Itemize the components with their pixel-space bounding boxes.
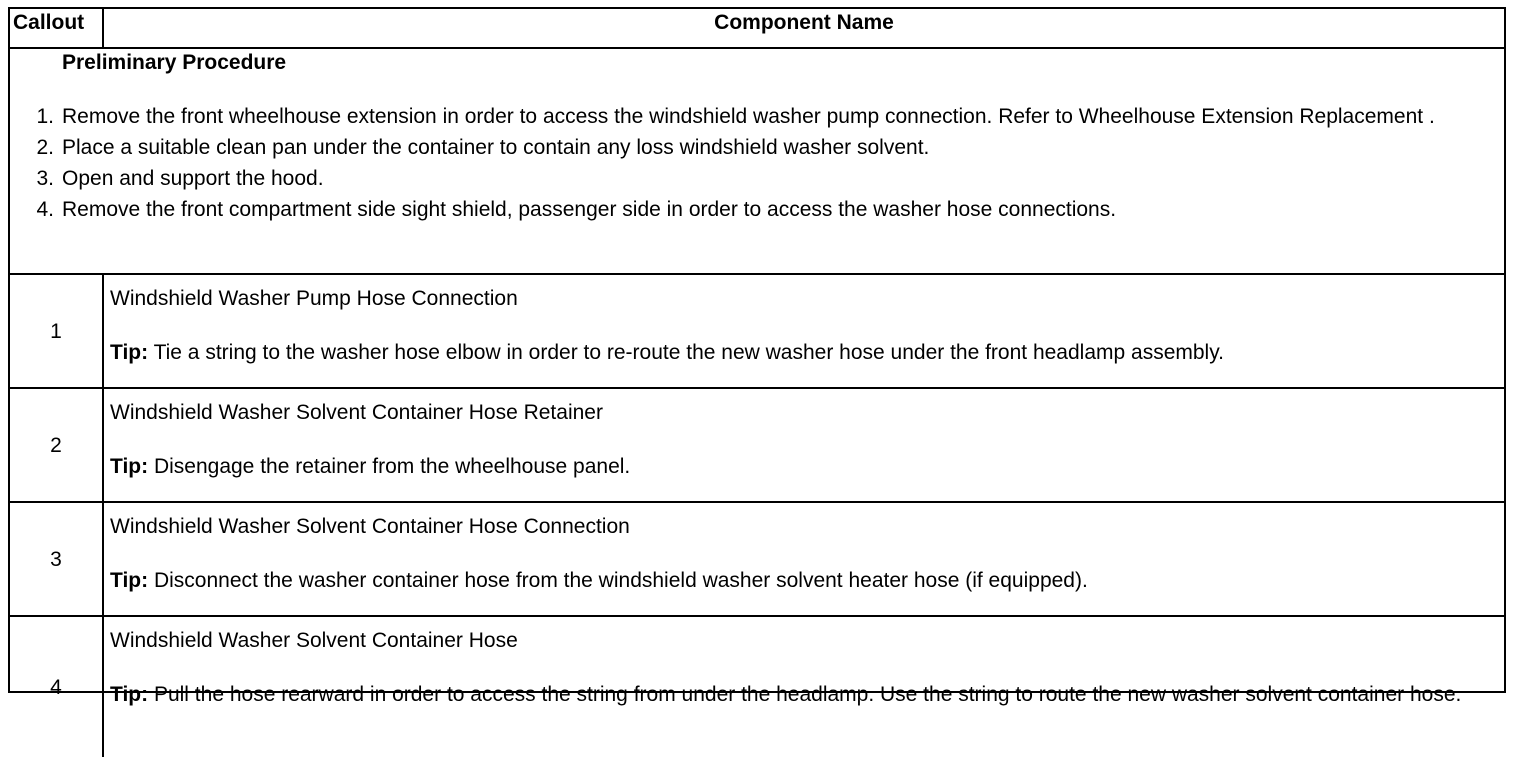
preliminary-step [10,165,1504,192]
table-row [10,388,1504,502]
preliminary-step [10,196,1504,223]
tip-label: Tip: [110,683,149,706]
component-name-column-header: Component Name [103,9,1504,48]
step-number: 3. [36,167,54,190]
component-name: Windshield Washer Solvent Container Hose [110,629,518,652]
preliminary-step [10,134,1504,161]
callout-column-header: Callout [10,9,103,48]
step-text: Remove the front compartment side sight shield, passenger side in order to access the washer hose connections. [62,198,1117,221]
component-name: Windshield Washer Solvent Container Hose Connection [110,515,630,538]
preliminary-procedure-cell [10,48,1504,274]
table-header-row [10,9,1504,48]
component-name: Windshield Washer Solvent Container Hose Retainer [110,401,603,424]
tip-text: Pull the hose rearward in order to access the string from under the headlamp. Use the string to route the new washer solvent container hose. [153,683,1462,706]
callout-number: 1 [10,274,103,388]
step-text: Remove the front wheelhouse extension in order to access the windshield washer pump connection. Refer to Wheelhouse Extension Replacement . [62,105,1435,128]
component-cell [103,502,1504,616]
component-tip [110,567,1498,594]
step-number: 1. [36,105,54,128]
component-cell [103,274,1504,388]
tip-text: Disconnect the washer container hose from the windshield washer solvent heater hose (if equipped). [153,569,1088,592]
tip-text: Tie a string to the washer hose elbow in order to re-route the new washer hose under the front headlamp assembly. [153,341,1224,364]
preliminary-procedure-row [10,48,1504,274]
callout-number: 4 [10,616,103,757]
component-tip [110,339,1498,366]
preliminary-steps-list [10,103,1504,223]
tip-text: Disengage the retainer from the wheelhouse panel. [153,455,631,478]
tip-label: Tip: [110,455,149,478]
step-number: 2. [36,136,54,159]
component-table [10,9,1504,757]
step-text: Open and support the hood. [62,167,324,190]
callout-number: 2 [10,388,103,502]
tip-label: Tip: [110,341,149,364]
preliminary-step [10,103,1504,130]
component-cell [103,388,1504,502]
step-text: Place a suitable clean pan under the container to contain any loss windshield washer solvent. [62,136,930,159]
preliminary-procedure-title: Preliminary Procedure [62,51,287,74]
procedure-sheet [8,7,1506,706]
component-tip [110,681,1498,708]
callout-number: 3 [10,502,103,616]
component-tip [110,453,1498,480]
step-number: 4. [36,198,54,221]
table-row [10,274,1504,388]
component-name: Windshield Washer Pump Hose Connection [110,287,518,310]
tip-label: Tip: [110,569,149,592]
table-row [10,502,1504,616]
table-row [10,616,1504,757]
component-cell [103,616,1504,757]
